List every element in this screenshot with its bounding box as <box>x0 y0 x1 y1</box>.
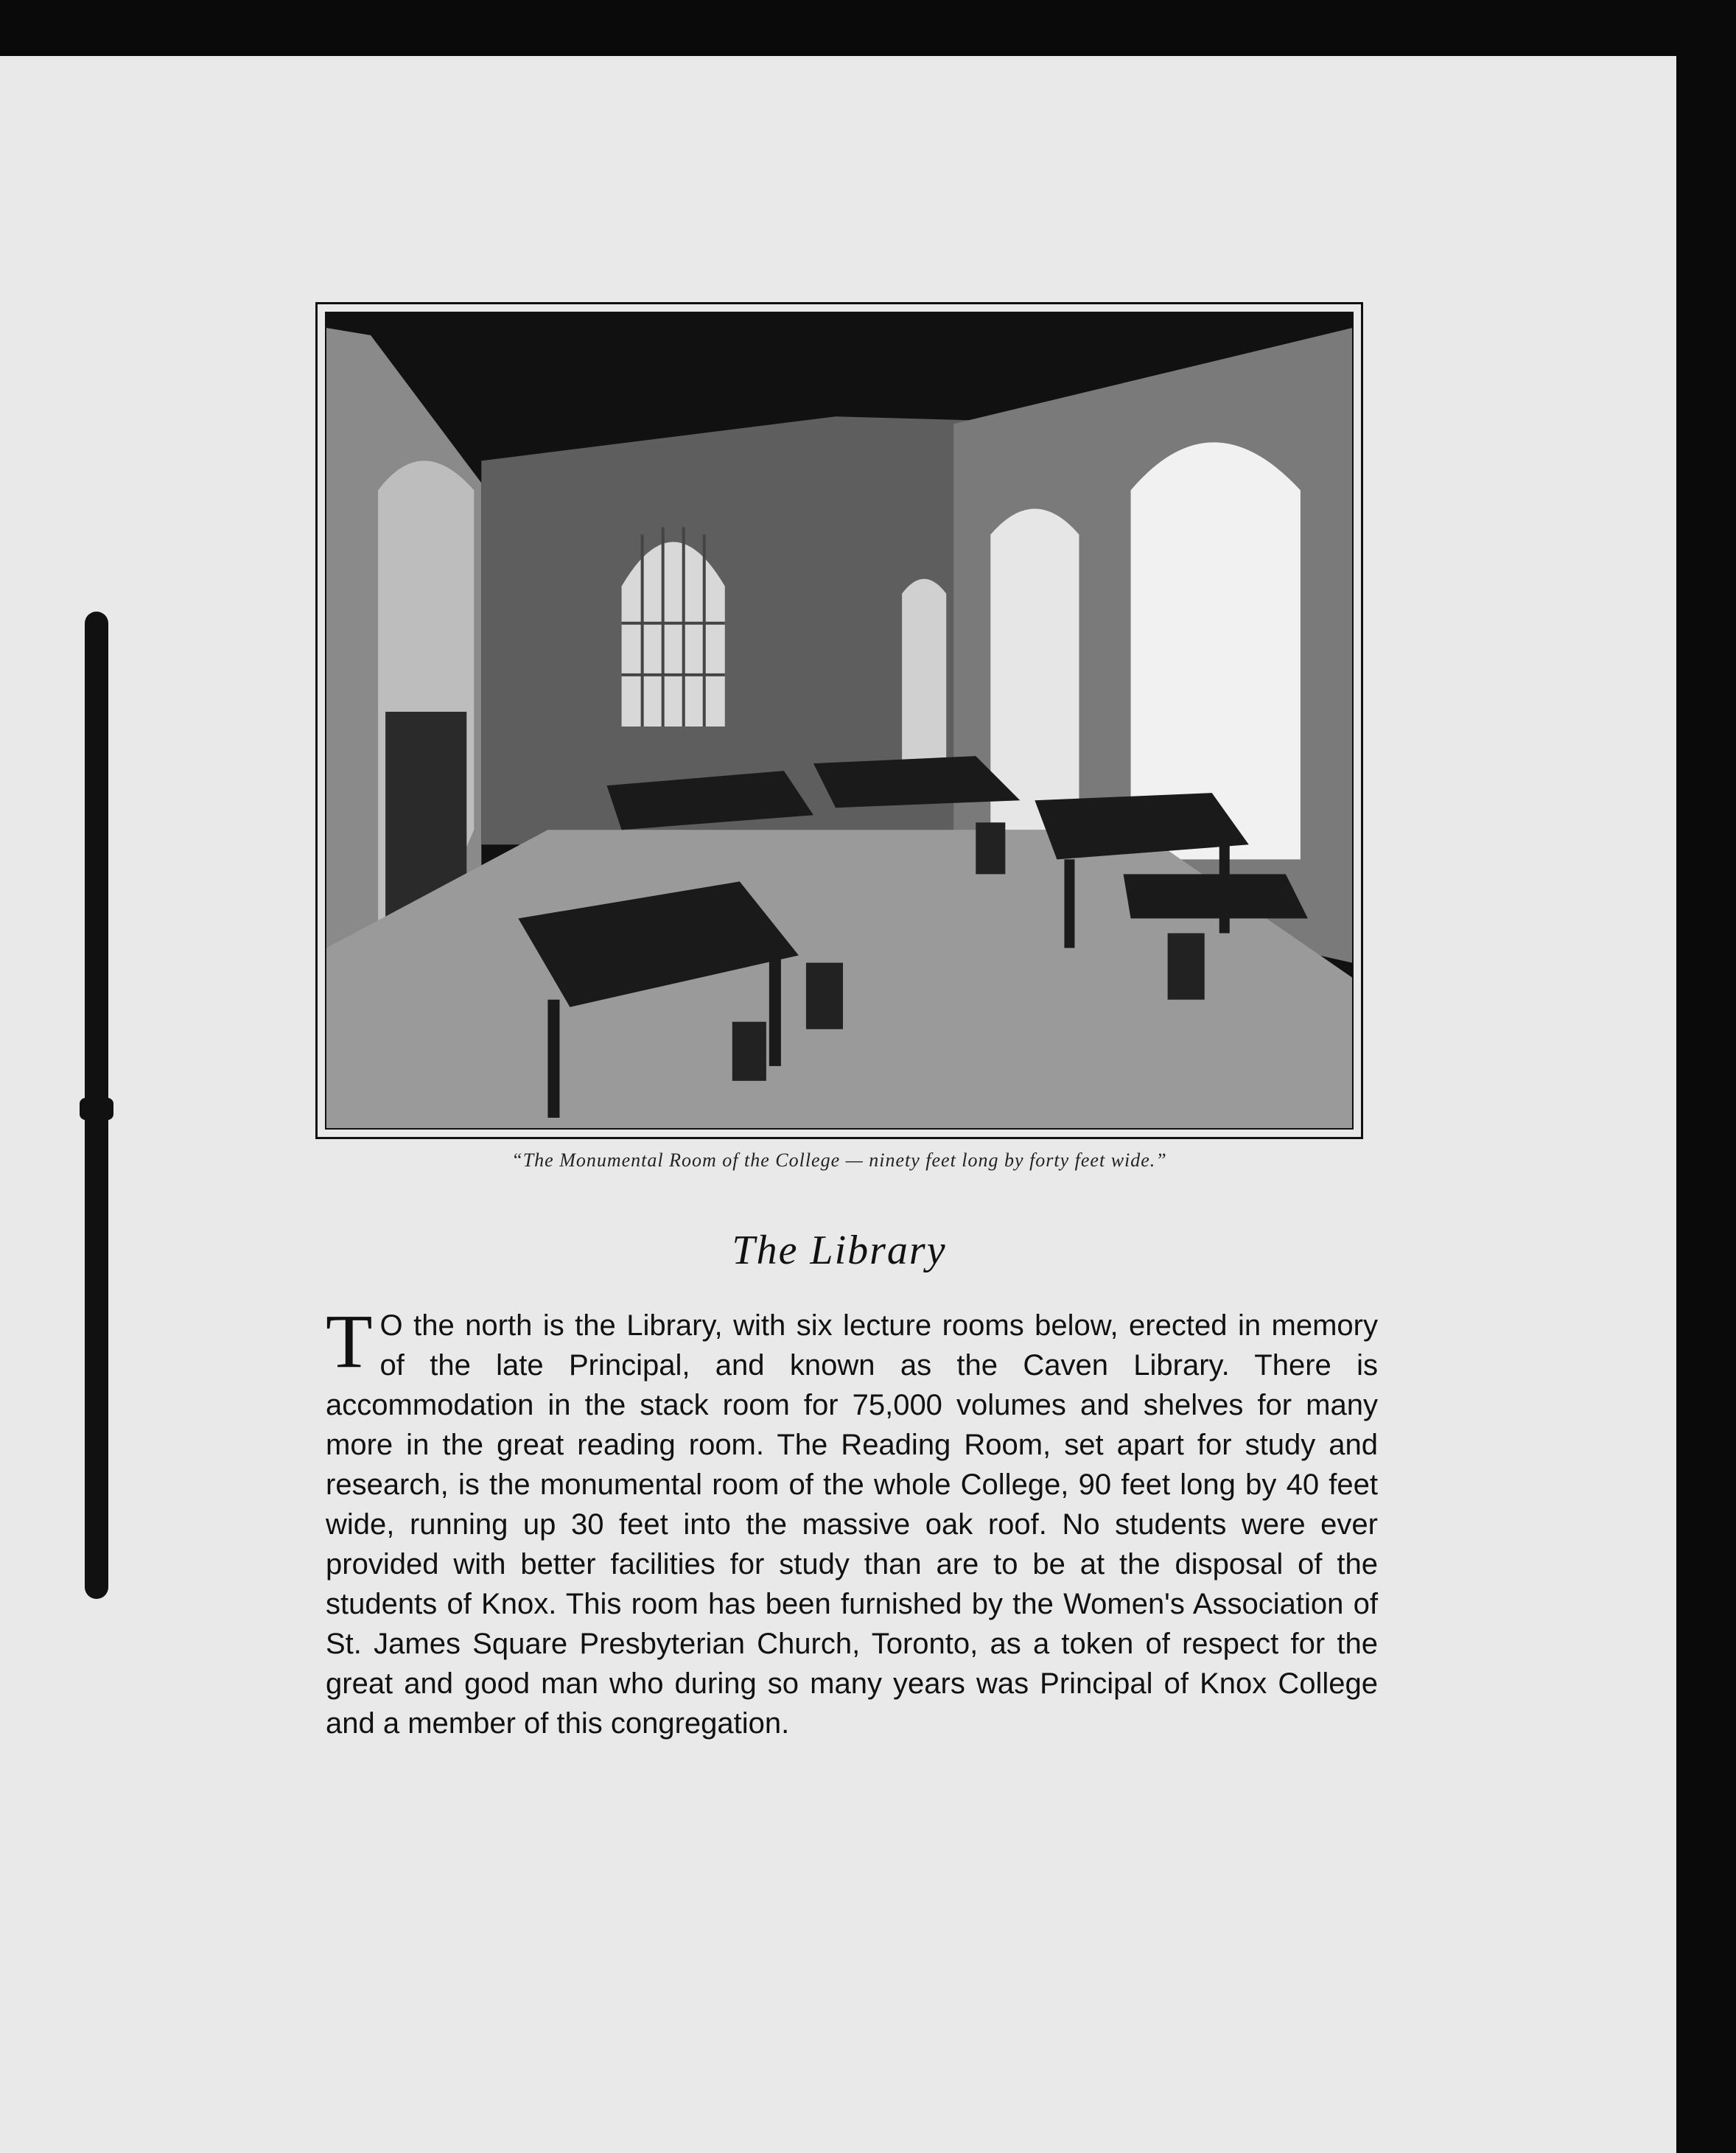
right-window-1 <box>990 508 1079 830</box>
body-paragraph <box>326 1299 1378 1743</box>
reading-room-illustration <box>326 313 1352 1128</box>
drop-cap: T <box>326 1299 373 1384</box>
binding-notch <box>80 1098 113 1120</box>
scan-margin <box>1676 0 1736 2153</box>
paragraph-text: O the north is the Library, with six lecture rooms below, erected in memory of the late Principal, and known as the Caven Library. There is accommodation in the stack room for 75,000 volumes and shelves for many more in the great reading room. The Reading Room, set apart for study and research, is the monumental room of the whole College, 90 feet long by 40 feet wide, running up 30 feet into the massive oak roof. No students were ever provided with better facilities for study than are to be at the disposal of the students of Knox. This room has been furnished by the Women's Association of St. James Square Presbyterian Church, Toronto, as a token of respect for the great and good man who during so many years was Principal of Knox College and a member of this congregation. <box>326 1309 1378 1740</box>
section-heading: The Library <box>732 1228 947 1273</box>
gothic-window <box>622 542 725 727</box>
right-window-distant <box>902 579 946 786</box>
library-photograph <box>315 302 1363 1139</box>
photo-inner-border <box>325 312 1354 1130</box>
photo-caption: “The Monumental Room of the College — ninety feet long by forty feet wide.” <box>511 1149 1167 1171</box>
